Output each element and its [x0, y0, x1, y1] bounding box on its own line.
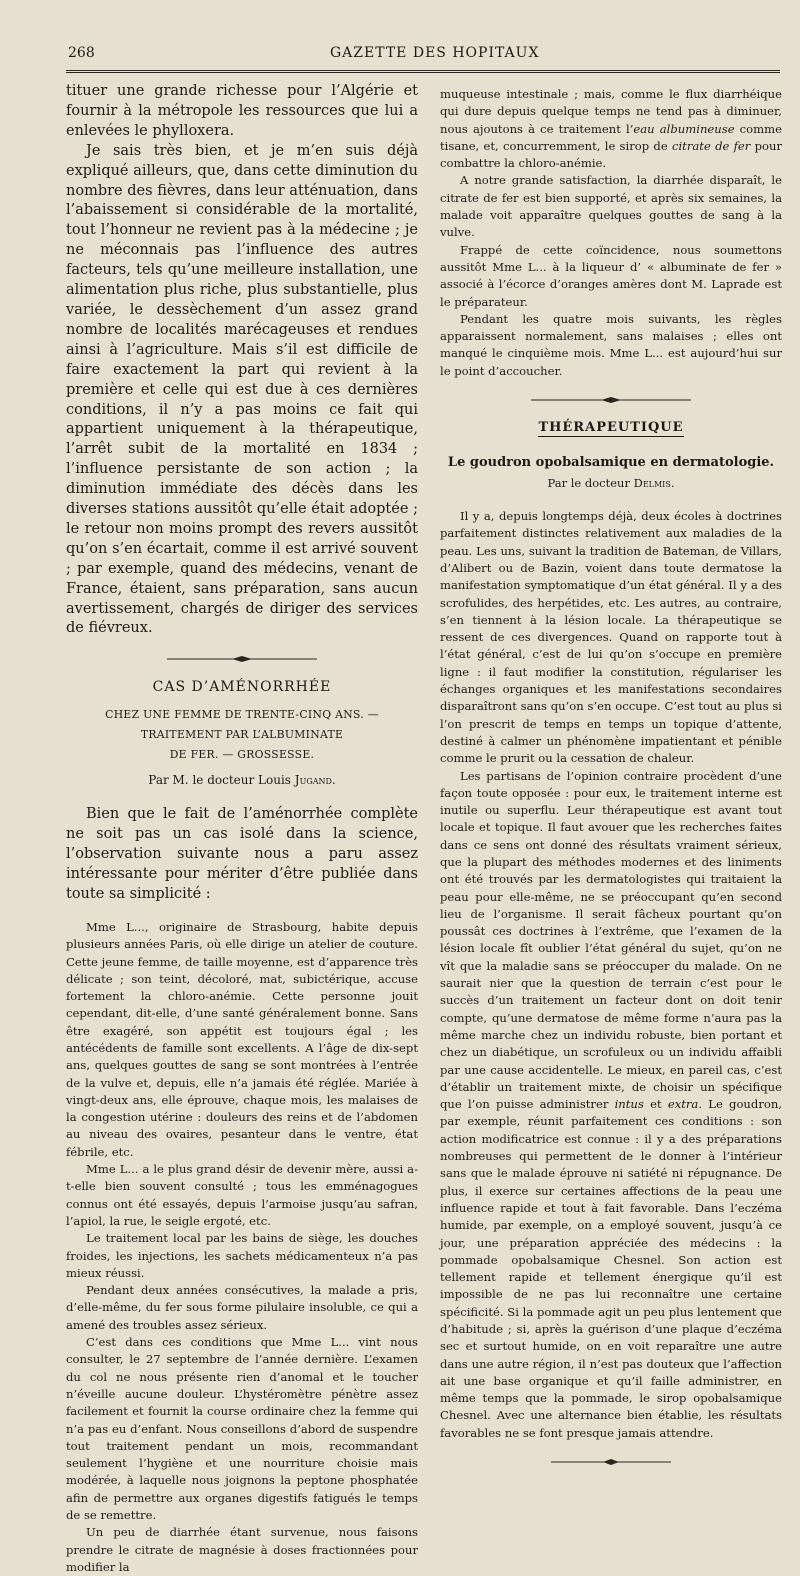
paragraph: Pendant les quatre mois suivants, les règles apparaissent normalement, sans malaises ; elles ont manqué le cinquième mois. Mme L... est aujourd’hui sur le point d’accoucher.: [440, 311, 782, 378]
paragraph: Le traitement local par les bains de siège, les douches froides, les injections, les sachets médicamenteux n’a pas mieux réussi.: [66, 1231, 418, 1280]
paragraph: Il y a, depuis longtemps déjà, deux écoles à doctrines parfaitement distinctes relativement aux maladies de la peau. Les uns, suivant la tradition de Bateman, de Villars, d’Alibert ou de Bazin, voient dans toute dermatose la manifestation symptomatique d’un état général. Il y a des scrofulides, des herpétides, etc. Les autres, au contraire, s’en tiennent à la lésion locale. La thérapeutique se ressent de ces divergences. Quand on rapporte tout à l’état général, c’est de lui qu’on s’occupe en première ligne : il faut modifier la constitution, régulariser les échanges organiques et les manifestations secondaires disparaîtront sans qu’on s’en occupe. C’est tout au plus si l’on prescrit de temps en temps un topique d’attente, destiné à calmer un phénomène impatientant et pénible comme le prurit ou la cessation de chaleur.: [440, 509, 782, 766]
author-prefix: Par le docteur: [547, 476, 634, 491]
author-line: [440, 476, 782, 490]
paragraph: Je sais très bien, et je m’en suis déjà expliqué ailleurs, que, dans cette diminution du nombre des fièvres, dans leur atténuation, dans l’abaissement si considérable de la mortalité, tout l’honneur ne revient pas à la médecine ; je ne méconnais pas l’influence des autres facteurs, tels qu’une meilleure installation, une alimentation plus riche, plus substantielle, plus variée, le dessèchement d’un assez grand nombre de localités marécageuses et rendues ainsi à l’agriculture. Mais s’il est difficile de faire exactement la part qui revient à la première et celle qui est due à ces dernières conditions, il n’y a pas moins ce fait qui appartient uniquement à la thérapeutique, l’arrêt subit de la mortalité en 1834 ; l’influence persistante de son action ; la diminution immédiate des décès dans les diverses stations aussitôt qu’elle était adoptée ; le retour non moins prompt des revers aussitôt qu’on s’en écartait, comme il est arrivé souvent ; par exemple, quand des médecins, venant de France, étaient, sans préparation, sans aucun avertissement, chargés de diriger des services de fiévreux.: [66, 142, 418, 637]
author-line: [66, 773, 418, 787]
author-name: Jugand.: [294, 773, 336, 788]
paragraph: muqueuse intestinale ; mais, comme le flux diarrhéique qui dure depuis quelque temps ne tend pas à diminuer, nous ajoutons à ce traitement l’eau albumineuse comme tisane, et, concurremment, le sirop de citrate de fer pour combattre la chloro-anémie.: [440, 87, 782, 171]
paragraph: Mme L... a le plus grand désir de devenir mère, aussi a-t-elle bien souvent consulté ; tous les emménagogues connus ont été essayés, depuis l’armoise jusqu’au safran, l’apiol, la rue, le seigle ergoté, etc.: [66, 1162, 418, 1228]
paragraph: Pendant deux années consécutives, la malade a pris, d’elle-même, du fer sous forme pilulaire insoluble, ce qui a amené des troubles assez sérieux.: [66, 1283, 418, 1332]
section-heading: THÉRAPEUTIQUE: [538, 420, 684, 436]
author-prefix: Par M. le docteur Louis: [148, 773, 295, 788]
ornament-divider: [440, 396, 782, 404]
paragraph: C’est dans ces conditions que Mme L... vint nous consulter, le 27 septembre de l’année dernière. L’examen du col ne nous présente rien d’anomal et le toucher n’éveille aucune douleur. L’hystéromètre pénètre assez facilement et fournit la course ordinaire chez la femme qui n’a pas eu d’enfant. Nous conseillons d’abord de suspendre tout traitement pendant un mois, recommandant seulement l’hygiène et une nourriture choisie mais modérée, à laquelle nous joignons la peptone phosphatée afin de permettre aux organes digestifs fatigués le temps de se remettre.: [66, 1335, 418, 1522]
ornament-divider: [440, 1458, 782, 1466]
ornament-divider: [66, 655, 418, 663]
page-number: 268: [68, 45, 95, 61]
running-head: GAZETTE DES HOPITAUX: [330, 45, 540, 61]
paragraph: Un peu de diarrhée étant survenue, nous faisons prendre le citrate de magnésie à doses fractionnées pour modifier la: [66, 1525, 418, 1574]
right-column: [440, 86, 782, 1482]
section-subtitle: DE FER. — GROSSESSE.: [169, 748, 315, 762]
paragraph: tituer une grande richesse pour l’Algérie et fournir à la métropole les ressources que lui a enlevées le phylloxera.: [66, 83, 418, 139]
author-name: Delmis.: [633, 476, 675, 491]
paragraph: A notre grande satisfaction, la diarrhée disparaît, le citrate de fer est bien supporté, et après six semaines, la malade voit apparaître quelques gouttes de sang à la vulve.: [440, 173, 782, 240]
paragraph: Frappé de cette coïncidence, nous soumettons aussitôt Mme L... à la liqueur d’ « albuminate de fer » associé à l’écorce d’oranges amères dont M. Laprade est le préparateur.: [440, 242, 782, 309]
ornament-rule: [531, 396, 691, 404]
paragraph: Mme L..., originaire de Strasbourg, habite depuis plusieurs années Paris, où elle dirige un atelier de couture. Cette jeune femme, de taille moyenne, est d’apparence très délicate ; son teint, décoloré, mat, subictérique, accuse fortement la chloro-anémie. Cette personne jouit cependant, dit-elle, d’une santé généralement bonne. Sans être exagéré, son appétit est toujours égal ; les antécédents de famille sont excellents. A l’âge de dix-sept ans, quelques gouttes de sang se sont montrées à l’entrée de la vulve et, depuis, elle n’a jamais été réglée. Mariée à vingt-deux ans, elle éprouve, chaque mois, les malaises de la congestion utérine : douleurs des reins et de l’abdomen au niveau des ovaires, pesanteur dans le ventre, état fébrile, etc.: [66, 919, 418, 1159]
paragraph: Les partisans de l’opinion contraire procèdent d’une façon toute opposée : pour eux, le traitement interne est inutile ou superflu. Leur thérapeutique est avant tout locale et topique. Il faut avouer que les recherches faites dans ce sens ont donné des résultats vraiment sérieux, que la plupart des méthodes modernes et des liniments ont été trouvés par les dermatologistes qui traitaient la peau pour elle-même, ne se préoccupant qu’en second lieu de l’organisme. Il serait fâcheux pourtant qu’on poussât ces doctrines à l’extrême, que l’examen de la lésion locale fît oublier l’état général du sujet, qu’on ne vît que la maladie sans se préoccuper du malade. On ne saurait nier que la question de terrain c’est pour le succès d’un traitement un facteur dont on doit tenir compte, qu’une dermatose de même forme n’aura pas la même marche chez un individu robuste, bien portant et chez un diabétique, un scrofuleux ou un individu affaibli par une cause accidentelle. Le mieux, en pareil cas, c’est d’établir un traitement mixte, de choisir un spécifique que l’on puisse administrer intus et extra. Le goudron, par exemple, réunit parfaitement ces conditions : son action modificatrice est connue : il y a des préparations nombreuses qui permettent de le donner à l’intérieur sans que le malade éprouve ni satiété ni répugnance. De plus, il exerce sur certaines affections de la peau une influence rapide et tout à fait favorable. Dans l’eczéma humide, par exemple, on a employé souvent, jusqu’à ce jour, une préparation appréciée des médecins : la pommade opobalsamique Chesnel. Son action est tellement rapide et tellement énergique qu’il est impossible de ne pas lui reconnaître une certaine spécificité. Si la pommade agit un peu plus lentement que d’habitude ; si, après la guérison d’une plaque d’eczéma sec et surtout humide, on en voit reparaître une autre dans une autre région, il n’est pas douteux que l’affection ait une base organique et qu’il faille administrer, en même temps que la pommade, le sirop opobalsamique Chesnel. Avec une alternance bien établie, les résultats favorables ne se font presque jamais attendre.: [440, 768, 782, 1440]
ornament-rule: [551, 1458, 671, 1466]
paragraph: Bien que le fait de l’aménorrhée complète ne soit pas un cas isolé dans la science, l’observation suivante nous a paru assez intéressante pour mériter d’être publiée dans toute sa simplicité :: [66, 806, 418, 902]
section-title: CAS D’AMÉNORRHÉE: [152, 679, 332, 696]
left-column: [66, 82, 418, 1576]
ornament-rule: [167, 655, 317, 663]
section-subtitle: CHEZ UNE FEMME DE TRENTE-CINQ ANS. — TRAITEMENT PAR L’ALBUMINATE: [105, 708, 379, 742]
article-title: Le goudron opobalsamique en dermatologie.: [447, 455, 775, 471]
header-rule: [66, 70, 780, 73]
